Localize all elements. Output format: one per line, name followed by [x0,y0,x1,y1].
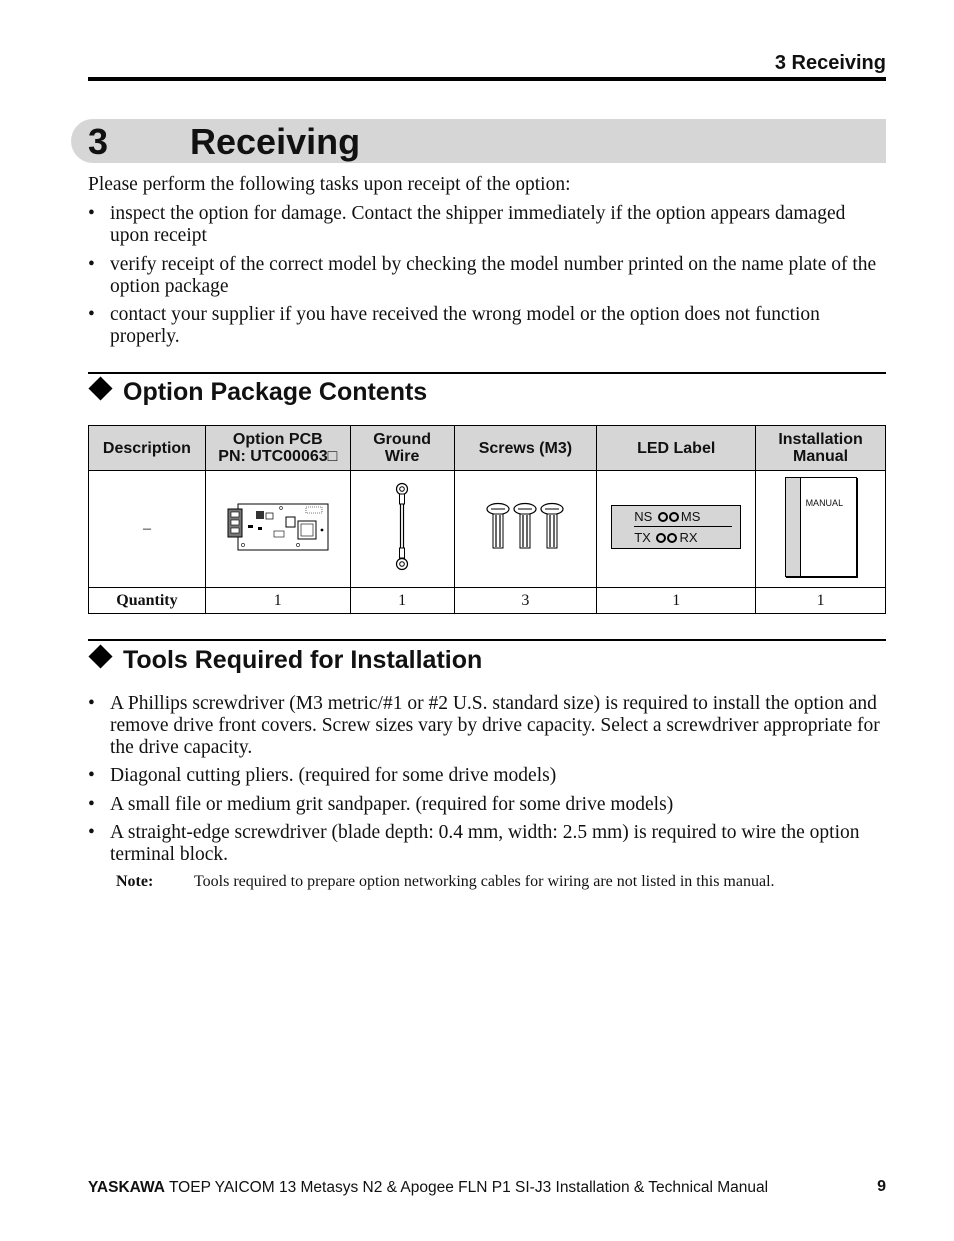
bullet-text: inspect the option for damage. Contact the shipper immediately if the option appears damaged upon receipt [110,203,846,246]
diamond-bullet-icon [88,376,112,400]
chapter-number: 3 [88,121,109,162]
led-label-image-cell [597,471,756,588]
intro-bullet: • contact your supplier if you have received the wrong model or the option does not function properly. [88,304,886,348]
page-footer [88,1179,768,1197]
section-rule [88,372,886,374]
note-text: Tools required to prepare option networking cables for wiring are not listed in this manual. [194,873,775,890]
manual-book-icon: MANUAL [785,477,857,577]
pcb-image-cell [205,471,350,588]
col-option-pcb: Option PCB PN: UTC00063□ [205,426,350,471]
quantity-value: 1 [205,588,350,614]
screws-image-cell [454,471,597,588]
tools-bullet: • A straight-edge screwdriver (blade depth: 0.4 mm, width: 2.5 mm) is required to wire the option terminal block. [88,822,886,866]
package-contents-table [88,425,886,614]
chapter-title: Receiving [190,121,361,162]
quantity-value: 1 [756,588,886,614]
quantity-row [89,588,886,614]
header-rule [88,77,886,81]
screws-icon [485,502,565,552]
intro-lead: Please perform the following tasks upon receipt of the option: [88,174,571,195]
tools-bullet: • A small file or medium grit sandpaper. (required for some drive models) [88,794,886,816]
col-led-label: LED Label [597,426,756,471]
ground-wire-image-cell [350,471,454,588]
description-cell: – [89,471,206,588]
section-rule [88,639,886,641]
diamond-bullet-icon [88,644,112,668]
ground-wire-icon [392,482,412,572]
section-heading-text: Tools Required for Installation [123,646,483,674]
section-heading-tools [88,646,482,675]
quantity-value: 1 [597,588,756,614]
table-header-row [89,426,886,471]
quantity-value: 3 [454,588,597,614]
running-header: 3 Receiving [774,52,886,74]
quantity-value: 1 [350,588,454,614]
bullet-text: verify receipt of the correct model by checking the model number printed on the name plate of the option package [110,254,877,297]
col-screws: Screws (M3) [454,426,597,471]
col-ground-wire: Ground Wire [350,426,454,471]
led-label-icon: $\frac{\text{NS MS}}{\text{TX RX}}$ [611,505,741,549]
table-row [89,471,886,588]
note-label: Note: [116,873,154,890]
bullet-text: contact your supplier if you have received the wrong model or the option does not function properly. [110,304,820,347]
section-heading-text: Option Package Contents [123,378,428,406]
intro-bullet: • verify receipt of the correct model by checking the model number printed on the name plate of the option package [88,254,886,298]
option-pcb-icon [226,499,330,555]
col-installation-manual: Installation Manual [756,426,886,471]
footer-title: TOEP YAICOM 13 Metasys N2 & Apogee FLN P1 SI-J3 Installation & Technical Manual [168,1179,769,1196]
bullet-text: A small file or medium grit sandpaper. (required for some drive models) [110,794,674,815]
bullet-text: A Phillips screwdriver (M3 metric/#1 or #2 U.S. standard size) is required to install the option and remove drive front covers. Screw sizes vary by drive capacity. Select a screwdriver appropriate for the drive capacity. [110,693,880,758]
tools-bullet: • Diagonal cutting pliers. (required for some drive models) [88,765,886,787]
quantity-label: Quantity [89,588,206,614]
bullet-text: Diagonal cutting pliers. (required for some drive models) [110,765,557,786]
col-description: Description [89,426,206,471]
manual-image-cell [756,471,886,588]
tools-bullet: • A Phillips screwdriver (M3 metric/#1 or #2 U.S. standard size) is required to install the option and remove drive front covers. Screw sizes vary by drive capacity. Select a screwdriver appropriate for the drive capacity. [88,693,886,759]
page-number: 9 [877,1178,886,1195]
section-heading-package [88,378,427,407]
bullet-text: A straight-edge screwdriver (blade depth: 0.4 mm, width: 2.5 mm) is required to wire the option terminal block. [110,822,860,865]
intro-bullet: • inspect the option for damage. Contact the shipper immediately if the option appears damaged upon receipt [88,203,886,247]
footer-brand: YASKAWA [88,1179,165,1196]
